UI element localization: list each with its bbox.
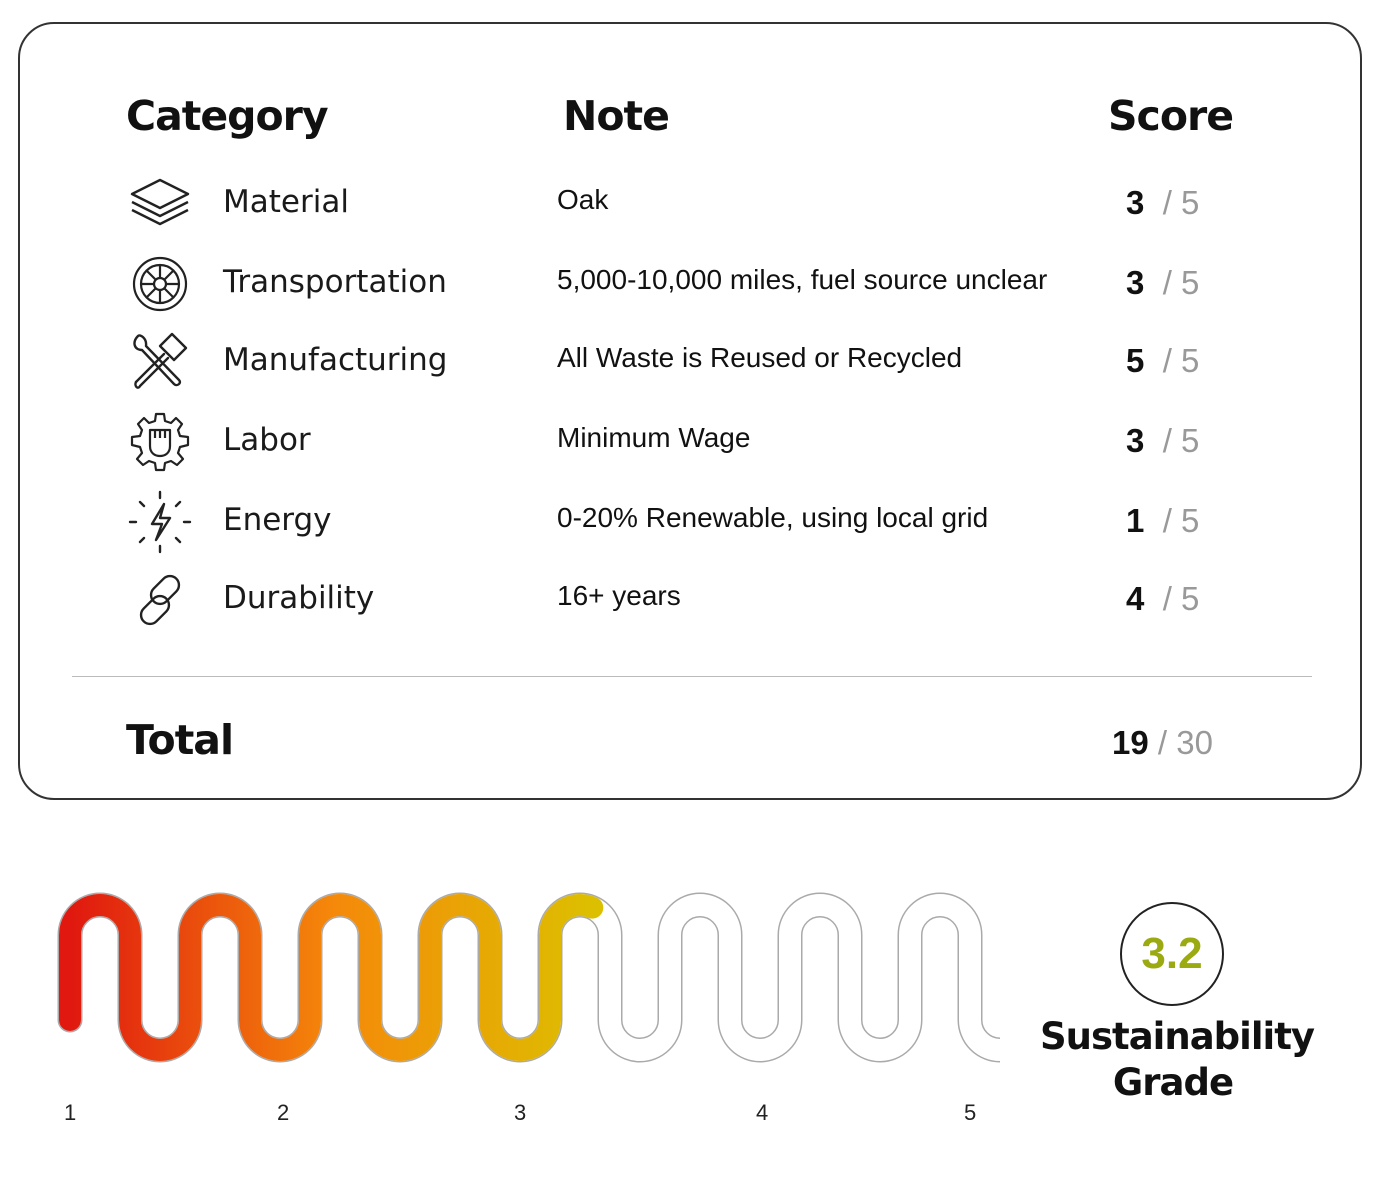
category-label: Manufacturing bbox=[223, 342, 448, 378]
row-score: 3 / 5 bbox=[1126, 184, 1200, 221]
table-row bbox=[20, 490, 1364, 550]
header-note: Note bbox=[563, 92, 669, 140]
tire-icon bbox=[128, 252, 192, 316]
row-score: 5 / 5 bbox=[1126, 342, 1200, 379]
gauge-tick-label: 5 bbox=[964, 1100, 977, 1125]
lightning-icon bbox=[128, 490, 192, 554]
category-label: Energy bbox=[223, 502, 332, 538]
category-label: Transportation bbox=[223, 264, 447, 300]
sustainability-gauge bbox=[50, 885, 1000, 1090]
header-score: Score bbox=[1108, 92, 1234, 140]
gauge-tick-label: 1 bbox=[64, 1100, 77, 1125]
table-row bbox=[20, 330, 1364, 390]
note-text: Minimum Wage bbox=[557, 422, 751, 453]
grade-label: Sustainability Grade bbox=[1040, 1015, 1314, 1104]
category-label: Durability bbox=[223, 580, 375, 616]
gauge-tick-label: 4 bbox=[756, 1100, 769, 1125]
note-text: 5,000-10,000 miles, fuel source unclear bbox=[557, 264, 1048, 295]
category-label: Labor bbox=[223, 422, 311, 458]
header-category: Category bbox=[126, 92, 328, 140]
table-row bbox=[20, 172, 1364, 232]
note-text: 16+ years bbox=[557, 580, 681, 611]
note-text: Oak bbox=[557, 184, 609, 215]
table-row bbox=[20, 410, 1364, 470]
total-label: Total bbox=[126, 716, 234, 764]
fist-gear-icon bbox=[128, 410, 192, 474]
grade-badge bbox=[1120, 902, 1224, 1006]
layers-icon bbox=[128, 172, 192, 236]
row-score: 3 / 5 bbox=[1126, 264, 1200, 301]
row-score: 1 / 5 bbox=[1126, 502, 1200, 539]
category-label: Material bbox=[223, 184, 349, 220]
table-row bbox=[20, 252, 1364, 312]
row-score: 4 / 5 bbox=[1126, 580, 1200, 617]
gauge-tick-label: 3 bbox=[514, 1100, 527, 1125]
grade-value: 3.2 bbox=[1141, 929, 1203, 978]
total-score: 19 / 30 bbox=[1112, 724, 1213, 761]
chain-link-icon bbox=[128, 568, 192, 632]
table-row bbox=[20, 568, 1364, 628]
gauge-tick-label: 2 bbox=[277, 1100, 290, 1125]
note-text: 0-20% Renewable, using local grid bbox=[557, 502, 989, 533]
note-text: All Waste is Reused or Recycled bbox=[557, 342, 963, 373]
score-card bbox=[18, 22, 1362, 800]
row-score: 3 / 5 bbox=[1126, 422, 1200, 459]
divider bbox=[72, 676, 1312, 677]
wrench-hammer-icon bbox=[128, 330, 192, 394]
